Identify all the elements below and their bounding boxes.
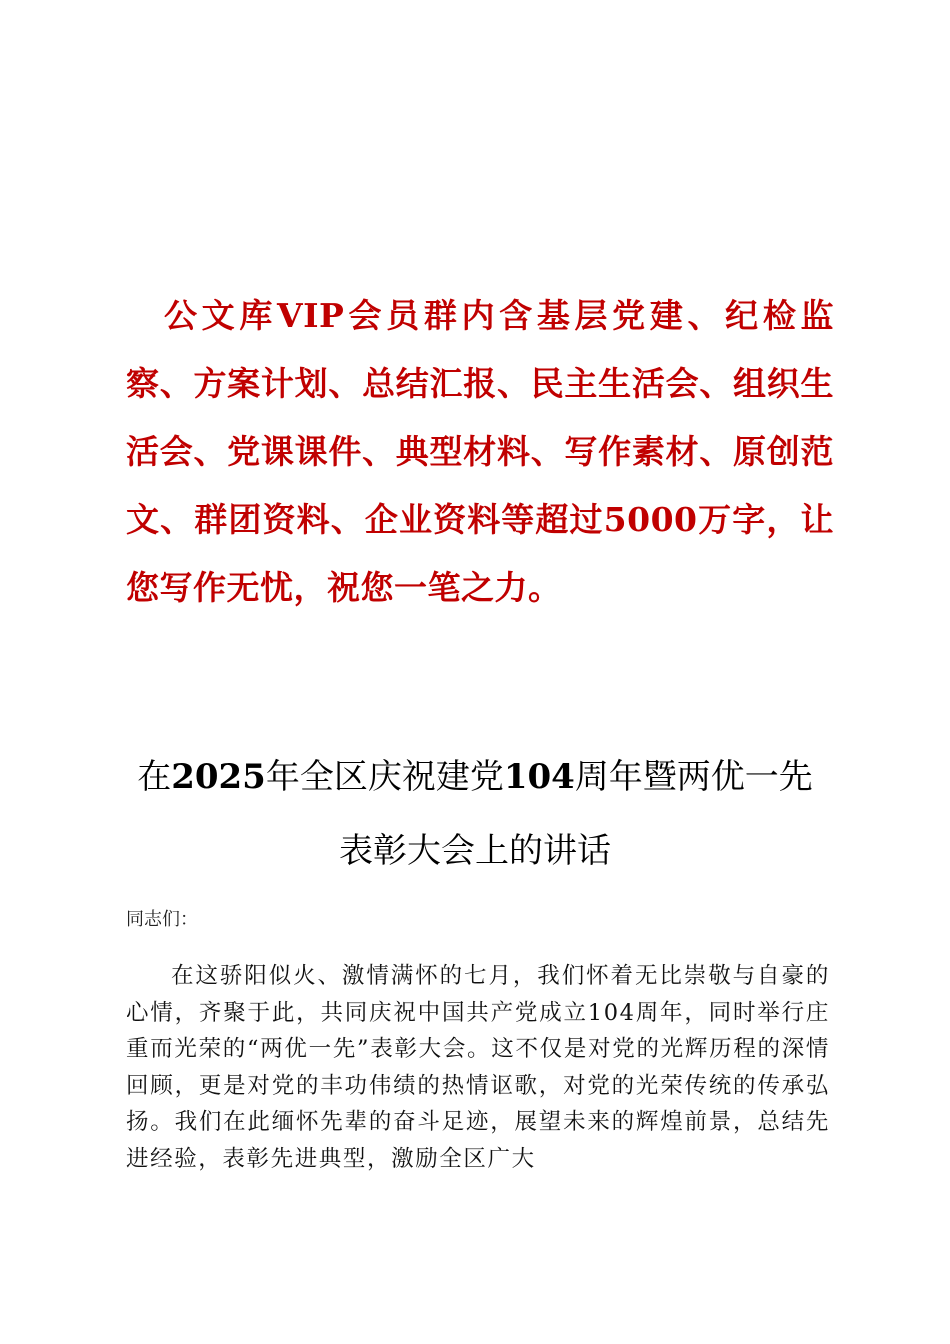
title-text-a: 在 xyxy=(137,757,172,797)
title-line-1 xyxy=(110,740,840,814)
title-anniversary-number: 104 xyxy=(503,757,575,797)
salutation: 同志们： xyxy=(126,909,198,930)
body-paragraph: 在这骄阳似火、激情满怀的七月，我们怀着无比崇敬与自豪的心情，齐聚于此，共同庆祝中国共产党成立104周年，同时举行庄重而光荣的“两优一先”表彰大会。这不仅是对党的光辉历程的深情回顾，更是对党的丰功伟绩的热情讴歌，对党的光荣传统的传承弘扬。我们在此缅怀先辈的奋斗足迹，展望未来的辉煌前景，总结先进经验，表彰先进典型，激励全区广大 xyxy=(126,963,830,1172)
promo-notice: 公文库VIP会员群内含基层党建、纪检监察、方案计划、总结汇报、民主生活会、组织生活会、党课课件、典型材料、写作素材、原创范文、群团资料、企业资料等超过5000万字，让您写作无忧，祝您一笔之力。 xyxy=(126,296,834,607)
title-text-c: 周年暨两优一先 xyxy=(574,757,813,797)
speech-title xyxy=(110,740,840,888)
title-text-b: 年全区庆祝建党 xyxy=(265,757,504,797)
title-year: 2025 xyxy=(171,757,266,797)
title-line-2: 表彰大会上的讲话 xyxy=(339,831,611,871)
